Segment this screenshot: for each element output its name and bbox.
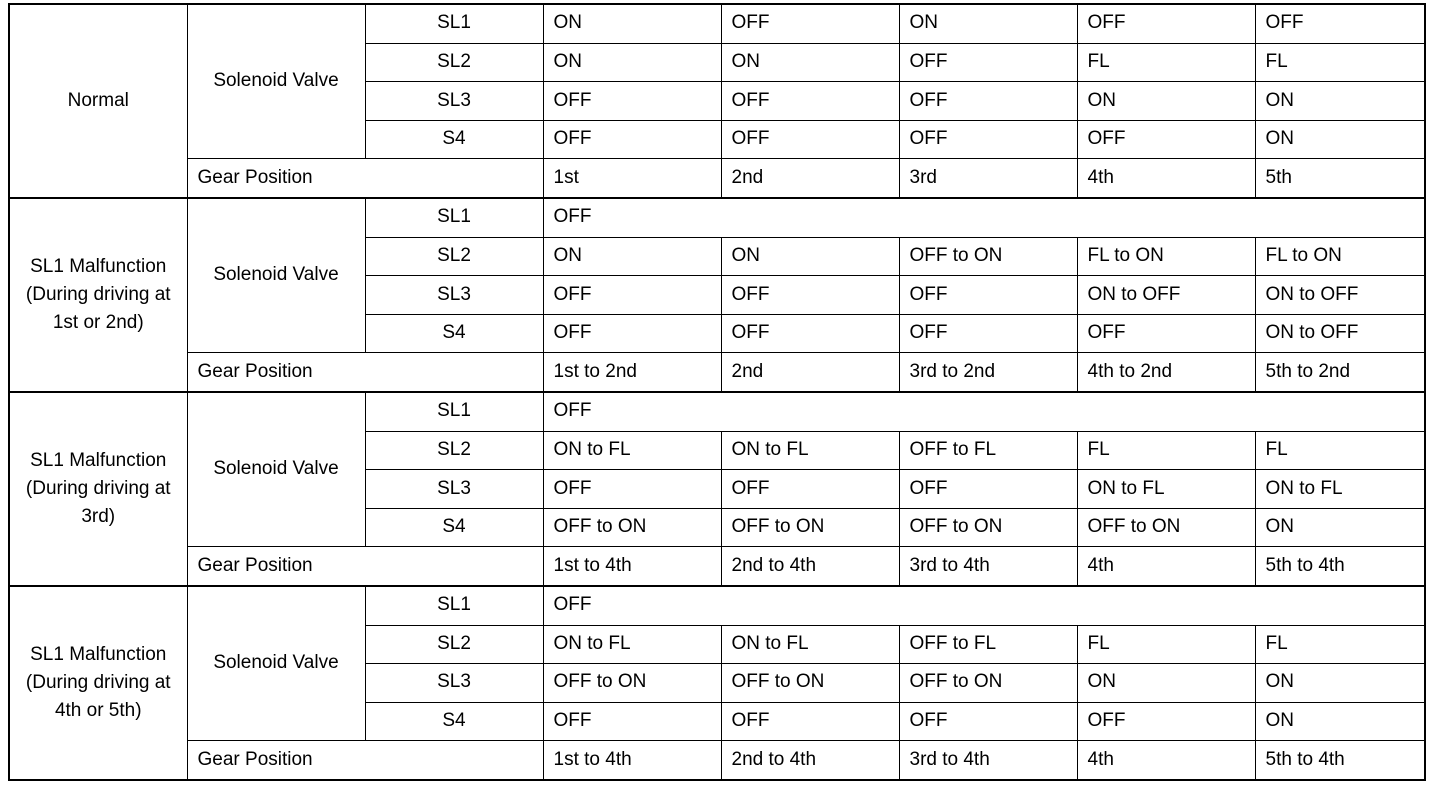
valve-state-cell: OFF bbox=[721, 120, 899, 159]
valve-state-cell: OFF bbox=[1077, 702, 1255, 741]
gear-position-row bbox=[9, 159, 1425, 198]
valve-state-cell: OFF bbox=[899, 43, 1077, 82]
gear-position-row bbox=[9, 353, 1425, 392]
valve-name: SL3 bbox=[365, 664, 543, 703]
valve-state-cell: OFF bbox=[543, 586, 1425, 625]
valve-name: SL1 bbox=[365, 4, 543, 43]
valve-state-cell: ON to OFF bbox=[1255, 276, 1425, 315]
valve-state-cell: OFF bbox=[899, 276, 1077, 315]
valve-state-cell: ON bbox=[1255, 120, 1425, 159]
valve-state-cell: OFF bbox=[543, 198, 1425, 237]
valve-state-cell: FL to ON bbox=[1255, 237, 1425, 276]
valve-state-cell: OFF bbox=[543, 392, 1425, 431]
valve-name: SL2 bbox=[365, 625, 543, 664]
valve-name: SL3 bbox=[365, 470, 543, 509]
valve-state-cell: ON bbox=[543, 237, 721, 276]
valve-name: SL1 bbox=[365, 586, 543, 625]
condition-label: SL1 Malfunction (During driving at 1st or 2nd) bbox=[9, 198, 187, 392]
gear-position-label: Gear Position bbox=[187, 741, 543, 780]
condition-label: Normal bbox=[9, 4, 187, 198]
valve-state-cell: FL to ON bbox=[1077, 237, 1255, 276]
valve-state-cell: FL bbox=[1077, 625, 1255, 664]
valve-name: SL3 bbox=[365, 82, 543, 121]
valve-state-cell: OFF bbox=[721, 4, 899, 43]
valve-state-cell: OFF bbox=[543, 702, 721, 741]
condition-label: SL1 Malfunction (During driving at 3rd) bbox=[9, 392, 187, 586]
valve-state-cell: OFF bbox=[1255, 4, 1425, 43]
valve-state-cell: FL bbox=[1255, 431, 1425, 470]
gear-position-row bbox=[9, 547, 1425, 586]
valve-state-cell: ON bbox=[543, 43, 721, 82]
gear-position-cell: 1st to 4th bbox=[543, 547, 721, 586]
valve-state-cell: ON to FL bbox=[1077, 470, 1255, 509]
valve-state-cell: OFF bbox=[899, 470, 1077, 509]
valve-state-cell: FL bbox=[1077, 431, 1255, 470]
gear-position-cell: 1st to 4th bbox=[543, 741, 721, 780]
gear-position-label: Gear Position bbox=[187, 159, 543, 198]
valve-state-cell: ON bbox=[1255, 664, 1425, 703]
gear-position-cell: 2nd bbox=[721, 353, 899, 392]
valve-state-cell: OFF bbox=[1077, 4, 1255, 43]
valve-state-cell: OFF to ON bbox=[543, 508, 721, 547]
valve-group-label: Solenoid Valve bbox=[187, 586, 365, 741]
valve-state-cell: ON bbox=[1255, 702, 1425, 741]
valve-name: S4 bbox=[365, 120, 543, 159]
valve-state-cell: OFF bbox=[543, 276, 721, 315]
gear-position-row bbox=[9, 741, 1425, 780]
valve-state-cell: OFF to ON bbox=[1077, 508, 1255, 547]
valve-state-cell: ON to FL bbox=[543, 431, 721, 470]
valve-state-cell: ON bbox=[543, 4, 721, 43]
valve-name: SL2 bbox=[365, 43, 543, 82]
valve-state-cell: ON bbox=[721, 43, 899, 82]
valve-name: S4 bbox=[365, 702, 543, 741]
valve-state-cell: ON bbox=[899, 4, 1077, 43]
valve-state-cell: OFF bbox=[721, 702, 899, 741]
valve-state-cell: OFF to FL bbox=[899, 625, 1077, 664]
valve-state-cell: ON to FL bbox=[721, 625, 899, 664]
gear-position-cell: 5th to 4th bbox=[1255, 547, 1425, 586]
gear-position-cell: 5th to 2nd bbox=[1255, 353, 1425, 392]
condition-label: SL1 Malfunction (During driving at 4th or 5th) bbox=[9, 586, 187, 780]
valve-state-cell: OFF bbox=[543, 470, 721, 509]
valve-state-cell: OFF bbox=[899, 314, 1077, 353]
valve-state-cell: ON bbox=[1077, 664, 1255, 703]
valve-state-cell: OFF bbox=[1077, 120, 1255, 159]
valve-group-label: Solenoid Valve bbox=[187, 198, 365, 353]
valve-group-label: Solenoid Valve bbox=[187, 4, 365, 159]
valve-state-cell: ON to OFF bbox=[1255, 314, 1425, 353]
gear-position-cell: 5th bbox=[1255, 159, 1425, 198]
valve-state-cell: FL bbox=[1077, 43, 1255, 82]
valve-name: SL1 bbox=[365, 392, 543, 431]
valve-state-cell: OFF bbox=[721, 276, 899, 315]
gear-position-cell: 4th bbox=[1077, 547, 1255, 586]
valve-state-cell: OFF to ON bbox=[899, 664, 1077, 703]
gear-position-cell: 2nd to 4th bbox=[721, 741, 899, 780]
gear-position-cell: 2nd bbox=[721, 159, 899, 198]
solenoid-gear-table bbox=[8, 3, 1426, 781]
valve-state-cell: OFF to ON bbox=[721, 664, 899, 703]
table-row bbox=[9, 392, 1425, 431]
valve-state-cell: OFF bbox=[899, 120, 1077, 159]
valve-name: SL1 bbox=[365, 198, 543, 237]
valve-state-cell: ON to FL bbox=[543, 625, 721, 664]
valve-state-cell: ON bbox=[1255, 508, 1425, 547]
gear-position-label: Gear Position bbox=[187, 547, 543, 586]
valve-state-cell: OFF bbox=[899, 82, 1077, 121]
gear-position-cell: 3rd to 4th bbox=[899, 547, 1077, 586]
valve-state-cell: OFF bbox=[899, 702, 1077, 741]
gear-position-cell: 2nd to 4th bbox=[721, 547, 899, 586]
valve-state-cell: OFF to ON bbox=[543, 664, 721, 703]
gear-position-cell: 1st bbox=[543, 159, 721, 198]
valve-state-cell: FL bbox=[1255, 625, 1425, 664]
valve-state-cell: ON to OFF bbox=[1077, 276, 1255, 315]
valve-state-cell: OFF to ON bbox=[899, 237, 1077, 276]
valve-name: S4 bbox=[365, 508, 543, 547]
valve-state-cell: ON bbox=[721, 237, 899, 276]
gear-position-cell: 3rd to 2nd bbox=[899, 353, 1077, 392]
valve-state-cell: OFF to ON bbox=[899, 508, 1077, 547]
valve-group-label: Solenoid Valve bbox=[187, 392, 365, 547]
gear-position-cell: 3rd to 4th bbox=[899, 741, 1077, 780]
valve-state-cell: OFF bbox=[721, 470, 899, 509]
gear-position-cell: 4th bbox=[1077, 741, 1255, 780]
valve-state-cell: OFF to ON bbox=[721, 508, 899, 547]
valve-state-cell: OFF bbox=[543, 120, 721, 159]
valve-name: SL2 bbox=[365, 431, 543, 470]
gear-position-cell: 4th bbox=[1077, 159, 1255, 198]
valve-state-cell: OFF bbox=[543, 82, 721, 121]
table-row bbox=[9, 4, 1425, 43]
valve-state-cell: OFF bbox=[1077, 314, 1255, 353]
valve-state-cell: OFF bbox=[543, 314, 721, 353]
valve-state-cell: OFF to FL bbox=[899, 431, 1077, 470]
valve-state-cell: ON bbox=[1255, 82, 1425, 121]
table-row bbox=[9, 198, 1425, 237]
valve-name: SL2 bbox=[365, 237, 543, 276]
table-body bbox=[9, 4, 1425, 780]
valve-name: SL3 bbox=[365, 276, 543, 315]
gear-position-label: Gear Position bbox=[187, 353, 543, 392]
gear-position-cell: 4th to 2nd bbox=[1077, 353, 1255, 392]
valve-state-cell: OFF bbox=[721, 314, 899, 353]
gear-position-cell: 5th to 4th bbox=[1255, 741, 1425, 780]
valve-name: S4 bbox=[365, 314, 543, 353]
gear-position-cell: 1st to 2nd bbox=[543, 353, 721, 392]
valve-state-cell: ON to FL bbox=[1255, 470, 1425, 509]
valve-state-cell: OFF bbox=[721, 82, 899, 121]
table-row bbox=[9, 586, 1425, 625]
valve-state-cell: ON to FL bbox=[721, 431, 899, 470]
gear-position-cell: 3rd bbox=[899, 159, 1077, 198]
valve-state-cell: FL bbox=[1255, 43, 1425, 82]
valve-state-cell: ON bbox=[1077, 82, 1255, 121]
